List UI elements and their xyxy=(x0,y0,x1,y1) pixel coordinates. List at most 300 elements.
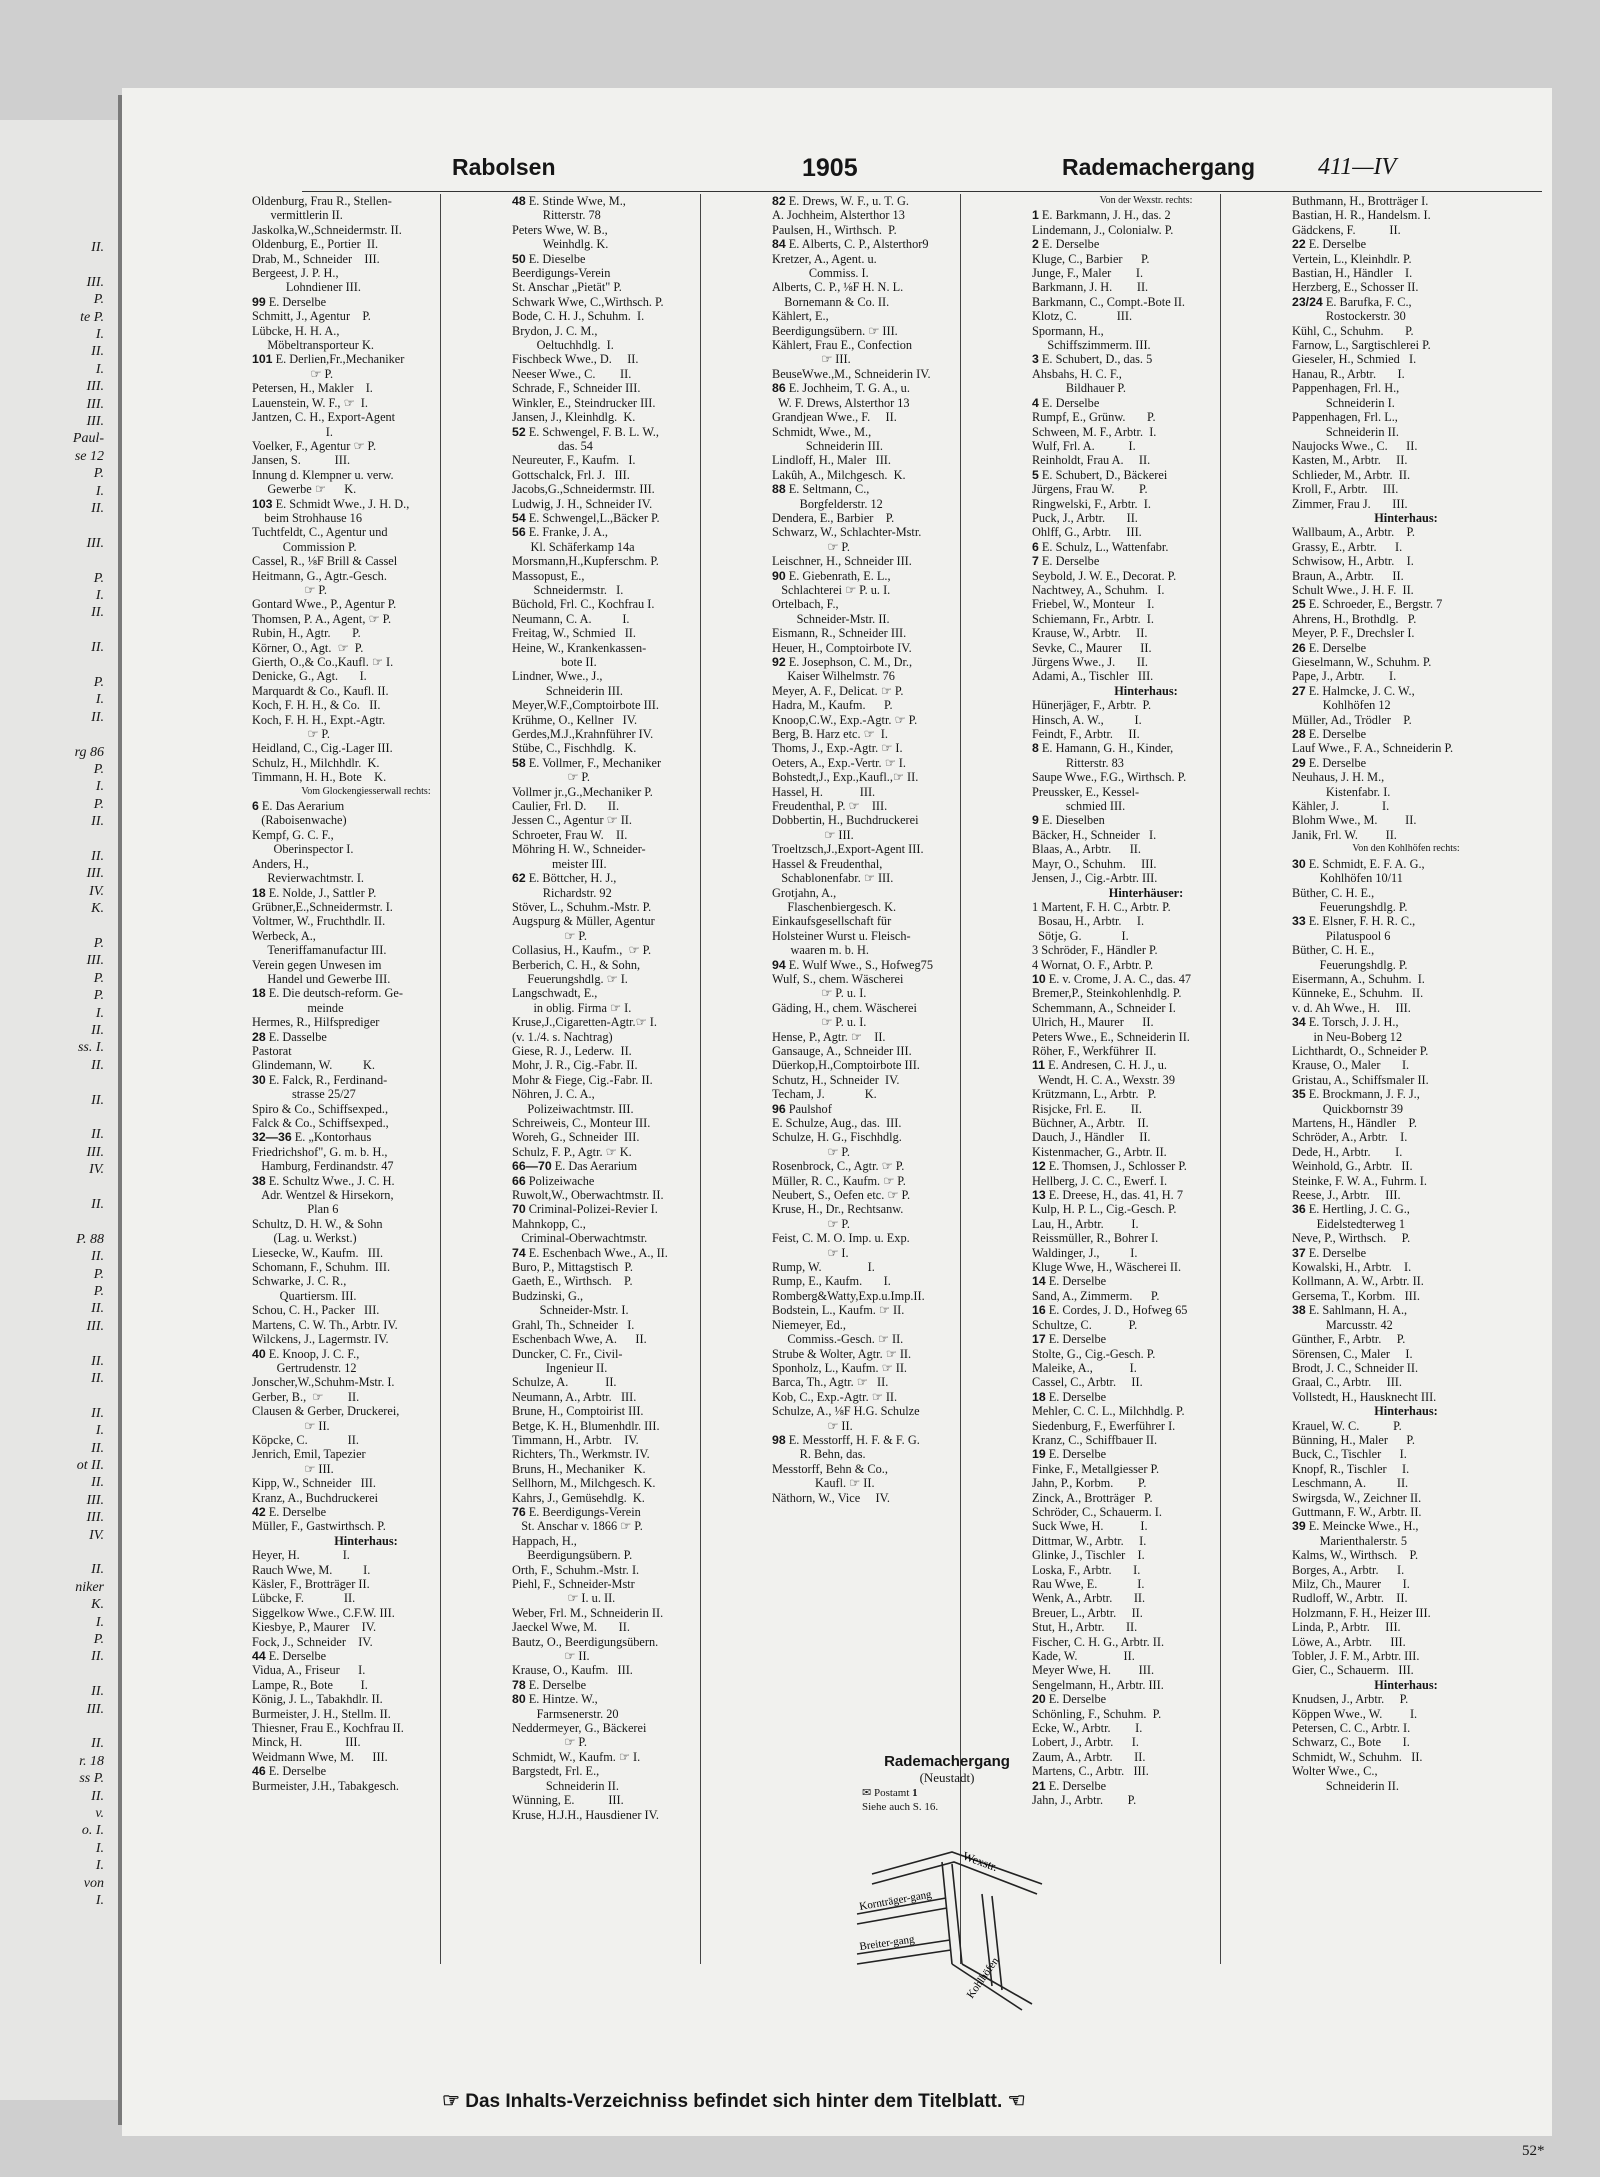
resident-entry: Schlieder, M., Arbtr. II. xyxy=(1292,467,1411,482)
resident-entry: Feuerungshdlg. P. xyxy=(1292,957,1408,972)
resident-entry: Jaeckel Wwe, M. II. xyxy=(512,1620,630,1635)
left-page-fragment: ss. I. xyxy=(77,1040,104,1056)
house-number: 44 xyxy=(252,1649,266,1664)
resident-entry: Ecke, W., Arbtr. I. xyxy=(1032,1721,1143,1736)
resident-entry: Schröder, C., Schauerm. I. xyxy=(1032,1504,1162,1519)
resident-entry: Hanau, R., Arbtr. I. xyxy=(1292,366,1405,381)
resident-entry: Preussker, E., Kessel- xyxy=(1032,784,1140,799)
envelope-icon: ✉ xyxy=(862,1787,872,1799)
resident-entry: Dauch, J., Händler II. xyxy=(1032,1130,1151,1145)
left-page-fragment: P. xyxy=(93,796,104,812)
resident-entry: Stübe, C., Fischhdlg. K. xyxy=(512,741,637,756)
resident-entry: Grandjean Wwe., F. II. xyxy=(772,410,897,425)
resident-entry: beim Strohhause 16 xyxy=(252,510,362,525)
resident-entry: ☞ P. xyxy=(772,539,850,554)
house-number-entry: 18 E. Derselbe xyxy=(1032,1389,1107,1404)
header-rule xyxy=(302,191,1542,192)
resident-entry: ☞ P. u. I. xyxy=(772,986,867,1001)
resident-entry: Rump, W. I. xyxy=(772,1260,875,1275)
resident-entry: Lindloff, H., Maler III. xyxy=(772,453,891,468)
left-page-fragment: von xyxy=(83,1875,104,1891)
resident-entry: Lauf Wwe., F. A., Schneiderin P. xyxy=(1292,741,1454,756)
house-number-entry: 84 E. Alberts, C. P., Alsterthor9 xyxy=(772,237,929,252)
resident-entry: Janik, Frl. W. II. xyxy=(1292,827,1397,842)
left-page-fragment: II. xyxy=(91,1353,104,1369)
house-number-entry: 82 E. Drews, W. F., u. T. G. xyxy=(772,194,909,208)
resident-entry: Buthmann, H., Brotträger I. xyxy=(1292,194,1429,208)
subheading-hinterhaus: Hinterhaus: xyxy=(1374,1677,1438,1692)
resident-entry: Meyer,W.F.,Comptoirbote III. xyxy=(512,698,659,713)
house-number: 99 xyxy=(252,294,266,309)
resident-entry: Ruwolt,W., Oberwachtmstr. II. xyxy=(512,1188,664,1203)
resident-entry: Thoms, J., Exp.-Agtr. ☞ I. xyxy=(772,741,903,756)
house-number: 58 xyxy=(512,755,526,770)
left-page-fragment: P. xyxy=(93,466,104,482)
resident-entry: Schou, C. H., Packer III. xyxy=(252,1303,380,1318)
house-number-entry: 3 E. Schubert, D., das. 5 xyxy=(1032,352,1153,367)
house-number: 9 xyxy=(1032,813,1039,828)
house-number: 66—70 xyxy=(512,1159,552,1174)
resident-entry: Gierth, O.,& Co.,Kaufl. ☞ I. xyxy=(252,655,394,669)
resident-entry: Kiesbye, P., Maurer IV. xyxy=(252,1620,377,1635)
resident-entry: Commiss. I. xyxy=(772,266,869,281)
cross-street2 xyxy=(952,1864,962,1964)
resident-entry: Schultze, C. P. xyxy=(1032,1317,1138,1332)
left-page-fragment: III. xyxy=(86,274,104,290)
house-number-entry: 25 E. Schroeder, E., Bergstr. 7 xyxy=(1292,597,1443,612)
left-page-fragment: IV. xyxy=(89,1162,104,1178)
wexstr-line xyxy=(872,1852,1042,1884)
resident-entry: Teneriffamanufactur III. xyxy=(252,943,387,958)
resident-entry: Borges, A., Arbtr. I. xyxy=(1292,1562,1405,1577)
resident-entry: Borgfelderstr. 12 xyxy=(772,496,883,511)
left-page-fragment: II. xyxy=(91,1649,104,1665)
house-number-entry: 30 E. Schmidt, E. F. A. G., xyxy=(1292,856,1425,871)
resident-entry: Ortelbach, F., xyxy=(772,597,839,612)
left-page-fragment: I. xyxy=(95,1858,104,1874)
resident-entry: Büther, C. H. E., xyxy=(1292,943,1375,958)
resident-entry: Timmann, H., Arbtr. IV. xyxy=(512,1432,639,1447)
resident-entry: Jürgens, Frau W. P. xyxy=(1032,482,1148,497)
resident-entry: Brydon, J. C. M., xyxy=(512,323,598,338)
resident-entry: in Neu-Boberg 12 xyxy=(1292,1029,1403,1044)
resident-entry: waaren m. b. H. xyxy=(772,943,869,958)
house-number-entry: 35 E. Brockmann, J. F. J., xyxy=(1292,1087,1420,1102)
resident-entry: vermittlerin II. xyxy=(252,208,343,223)
left-page-fragment: P. xyxy=(93,675,104,690)
left-page-fragment: II. xyxy=(91,1092,104,1108)
resident-entry: Kipp, W., Schneider III. xyxy=(252,1476,376,1491)
resident-entry: Barkmann, J. H. II. xyxy=(1032,280,1149,295)
column-3 xyxy=(772,194,1000,1505)
resident-entry: Beerdigungs-Verein xyxy=(512,266,611,281)
resident-entry: Adami, A., Tischler III. xyxy=(1032,669,1154,684)
house-number: 32—36 xyxy=(252,1130,292,1145)
subheading-hinterhaus: Hinterhaus: xyxy=(1374,510,1438,525)
resident-entry: Schneiderin II. xyxy=(1292,424,1399,439)
map-street-kohlhoefen: Kohlhöfen xyxy=(964,1955,1002,2001)
left-page-fragment: se 12 xyxy=(74,448,104,464)
left-page-fragment: I. xyxy=(95,1005,104,1021)
resident-entry: Minck, H. III. xyxy=(252,1735,361,1750)
house-number: 48 xyxy=(512,194,526,208)
left-page-fragment: II. xyxy=(91,1440,104,1456)
left-page-fragment: te P. xyxy=(80,309,104,325)
resident-entry: Hadra, M., Kaufm. P. xyxy=(772,698,893,713)
house-number-entry: 96 Paulshof xyxy=(772,1101,832,1116)
resident-entry: Spiro & Co., Schiffsexped., xyxy=(252,1101,389,1116)
resident-entry: Mayr, O., Schuhm. III. xyxy=(1032,856,1157,871)
page-footer xyxy=(442,2088,1026,2113)
house-number-entry: 10 E. v. Crome, J. A. C., das. 47 xyxy=(1032,971,1192,986)
resident-entry: Maleike, A., I. xyxy=(1032,1360,1137,1375)
resident-entry: ☞ P. xyxy=(512,1735,587,1750)
house-number: 39 xyxy=(1292,1519,1306,1534)
left-page-fragment: I. xyxy=(95,483,104,499)
resident-entry: Weber, Frl. M., Schneiderin II. xyxy=(512,1605,664,1620)
resident-entry: Düerkop,H.,Comptoirbote III. xyxy=(772,1058,920,1073)
house-number: 101 xyxy=(252,352,273,367)
resident-entry: Woreh, G., Schneider III. xyxy=(512,1130,640,1145)
resident-entry: Sötje, G. I. xyxy=(1032,928,1129,943)
map-subtitle: (Neustadt) xyxy=(919,1770,975,1785)
left-page-fragment: I. xyxy=(95,692,104,708)
house-number: 94 xyxy=(772,957,786,972)
resident-entry: Neumann, A., Arbtr. III. xyxy=(512,1389,637,1404)
resident-entry: Hense, P., Agtr. ☞ II. xyxy=(772,1029,886,1044)
header-year: 1905 xyxy=(802,154,858,182)
house-number-entry: 103 E. Schmidt Wwe., J. H. D., xyxy=(252,496,410,511)
resident-entry: Jacobs,G.,Schneidermstr. III. xyxy=(512,482,655,497)
resident-entry: Graal, C., Arbtr. III. xyxy=(1292,1375,1402,1390)
resident-entry: Gansauge, A., Schneider III. xyxy=(772,1043,912,1058)
resident-entry: Polizeiwachtmstr. III. xyxy=(512,1101,634,1116)
resident-entry: Handel und Gewerbe III. xyxy=(252,971,391,986)
house-number: 35 xyxy=(1292,1087,1306,1102)
resident-entry: Barkmann, C., Compt.-Bote II. xyxy=(1032,294,1186,309)
resident-entry: Fischer, C. H. G., Arbtr. II. xyxy=(1032,1634,1165,1649)
house-number-entry: 29 E. Derselbe xyxy=(1292,755,1367,770)
left-page-fragment: III. xyxy=(86,1510,104,1526)
resident-entry: Vollmer jr.,G.,Mechaniker P. xyxy=(512,784,653,799)
resident-entry: Holsteiner Wurst u. Fleisch- xyxy=(772,928,911,943)
resident-entry: Jürgens Wwe., J. II. xyxy=(1032,655,1149,669)
resident-entry: Oberinspector I. xyxy=(252,842,354,857)
left-page-fragment: II. xyxy=(91,1023,104,1038)
resident-entry: Hamburg, Ferdinandstr. 47 xyxy=(252,1159,394,1174)
left-page-fragment: II. xyxy=(91,1057,104,1073)
resident-entry: Messtorff, Behn & Co., xyxy=(772,1461,888,1476)
resident-entry: Friedrichshof", G. m. b. H., xyxy=(252,1144,388,1159)
resident-entry: Neumann, C. A. I. xyxy=(512,611,630,626)
resident-entry: Nachtwey, A., Schuhm. I. xyxy=(1032,582,1165,597)
resident-entry: Gottschalck, Frl. J. III. xyxy=(512,467,630,482)
house-number: 28 xyxy=(252,1029,266,1044)
house-number-entry: 34 E. Torsch, J. J. H., xyxy=(1292,1015,1399,1030)
resident-entry: Betge, K. H., Blumenhdlr. III. xyxy=(512,1418,660,1433)
left-page-fragment: P. xyxy=(93,936,104,951)
left-page-fragment: P. xyxy=(93,1284,104,1299)
resident-entry: Linda, P., Arbtr. III. xyxy=(1292,1620,1401,1635)
resident-entry: ☞ P. xyxy=(772,1216,850,1231)
resident-entry: Jensen, J., Cig.-Arbtr. III. xyxy=(1032,871,1158,886)
resident-entry: Ohlff, G., Arbtr. III. xyxy=(1032,525,1142,540)
resident-entry: Jaskolka,W.,Schneidermstr. II. xyxy=(252,222,402,237)
resident-entry: Oeters, A., Exp.-Vertr. ☞ I. xyxy=(772,755,906,770)
resident-entry: Oldenburg, E., Portier II. xyxy=(252,237,379,252)
resident-entry: Schmidt, Wwe., M., xyxy=(772,424,872,439)
resident-entry: Weinhold, G., Arbtr. II. xyxy=(1292,1159,1413,1174)
resident-entry: ☞ P. u. I. xyxy=(772,1015,867,1030)
resident-entry: Schrade, F., Schneider III. xyxy=(512,381,641,396)
resident-entry: Schneiderin I. xyxy=(1292,395,1395,410)
resident-entry: strasse 25/27 xyxy=(252,1087,356,1102)
resident-entry: Quartiersm. III. xyxy=(252,1288,357,1303)
house-number: 42 xyxy=(252,1504,266,1519)
resident-entry: Vollstedt, H., Hausknecht III. xyxy=(1292,1389,1437,1404)
map-title: Rademachergang xyxy=(884,1753,1010,1770)
left-page-fragment: III. xyxy=(86,953,104,969)
house-number-entry: 78 E. Derselbe xyxy=(512,1677,587,1692)
map-postamt-number: 1 xyxy=(912,1787,918,1799)
resident-entry: meinde xyxy=(252,1000,344,1015)
left-page-fragment: I. xyxy=(95,1893,104,1908)
resident-entry: Jansen, S. III. xyxy=(252,453,351,468)
left-page-fragment: P. xyxy=(93,762,104,777)
house-number: 26 xyxy=(1292,640,1306,655)
resident-entry: Romberg&Watty,Exp.u.Imp.II. xyxy=(772,1288,925,1303)
house-number-entry: 76 E. Beerdigungs-Verein xyxy=(512,1504,641,1519)
resident-entry: Kohlhöfen 10/11 xyxy=(1292,871,1403,886)
resident-entry: St. Anschar „Pietät" P. xyxy=(512,280,622,295)
resident-entry: Zimmer, Frau J. III. xyxy=(1292,496,1408,511)
resident-entry: Krause, O., Maler I. xyxy=(1292,1058,1410,1073)
resident-entry: Bohstedt,J., Exp.,Kaufl.,☞ II. xyxy=(772,770,919,785)
house-number: 38 xyxy=(1292,1303,1306,1318)
resident-entry: Thiesner, Frau E., Kochfrau II. xyxy=(252,1721,404,1736)
resident-entry: Junge, F., Maler I. xyxy=(1032,266,1144,281)
pointing-hand-icon: ☞ xyxy=(442,2090,460,2112)
resident-entry: Schiffszimmerm. III. xyxy=(1032,338,1151,353)
house-number-entry: 101 E. Derlien,Fr.,Mechaniker xyxy=(252,352,405,367)
resident-entry: Heitmann, G., Agtr.-Gesch. xyxy=(252,568,387,583)
resident-entry: Adr. Wentzel & Hirsekorn, xyxy=(252,1188,394,1203)
resident-entry: Lakûh, A., Milchgesch. K. xyxy=(772,467,906,482)
resident-entry: Meyer, A. F., Delicat. ☞ P. xyxy=(772,683,904,698)
resident-entry: Dobbertin, H., Buchdruckerei xyxy=(772,813,919,828)
resident-entry: Günther, F., Arbtr. P. xyxy=(1292,1332,1406,1347)
resident-entry: Rau Wwe, E. I. xyxy=(1032,1577,1145,1591)
resident-entry: Marcusstr. 42 xyxy=(1292,1317,1393,1332)
resident-entry: Wilckens, J., Lagermstr. IV. xyxy=(252,1332,389,1347)
house-number: 36 xyxy=(1292,1202,1306,1217)
house-number: 6 xyxy=(252,799,259,814)
resident-entry: Bäcker, H., Schneider I. xyxy=(1032,827,1157,842)
resident-entry: Mohr & Fiege, Cig.-Fabr. II. xyxy=(512,1072,653,1087)
resident-entry: Kempf, G. C. F., xyxy=(252,827,334,842)
resident-entry: Künneke, E., Schuhm. II. xyxy=(1292,986,1424,1001)
house-number-entry: 66—70 E. Das Aerarium xyxy=(512,1159,638,1174)
resident-entry: Thomsen, P. A., Agent, ☞ P. xyxy=(252,611,392,626)
resident-entry: Innung d. Klempner u. verw. xyxy=(252,467,394,482)
resident-entry: Krühme, O., Kellner IV. xyxy=(512,712,638,727)
resident-entry: Tuchtfeldt, C., Agentur und xyxy=(252,525,388,540)
resident-entry: das. 54 xyxy=(512,438,593,453)
resident-entry: Suck Wwe, H. I. xyxy=(1032,1519,1148,1534)
house-number: 40 xyxy=(252,1346,266,1361)
resident-entry: Ulrich, H., Maurer II. xyxy=(1032,1015,1154,1030)
resident-entry: Schemmann, A., Schneider I. xyxy=(1032,1000,1176,1015)
house-number-entry: 88 E. Seltmann, C., xyxy=(772,482,870,497)
resident-entry: Dendera, E., Barbier P. xyxy=(772,510,895,525)
left-page-fragment: II. xyxy=(91,849,104,864)
resident-entry: Zaum, A., Arbtr. II. xyxy=(1032,1749,1146,1764)
resident-entry: Schiemann, Fr., Arbtr. I. xyxy=(1032,611,1154,626)
resident-entry: Krause, W., Arbtr. II. xyxy=(1032,626,1148,641)
house-number-entry: 92 E. Josephson, C. M., Dr., xyxy=(772,655,913,669)
resident-entry: Schlachterei ☞ P. u. I. xyxy=(772,582,891,597)
pointing-hand-icon: ☜ xyxy=(1007,2090,1026,2112)
resident-entry: Jenrich, Emil, Tapezier xyxy=(252,1447,366,1462)
house-number-entry: 7 E. Derselbe xyxy=(1032,554,1100,569)
left-page-fragment: III. xyxy=(86,535,104,551)
resident-entry: Büchold, Frl. C., Kochfrau I. xyxy=(512,597,655,612)
resident-entry: Feist, C. M. O. Imp. u. Exp. xyxy=(772,1231,910,1246)
resident-entry: Eisermann, A., Schuhm. I. xyxy=(1292,971,1425,986)
resident-entry: Winkler, E., Steindrucker III. xyxy=(512,395,656,410)
house-number: 33 xyxy=(1292,914,1306,929)
resident-entry: Pilatuspool 6 xyxy=(1292,928,1391,943)
house-number-entry: 56 E. Franke, J. A., xyxy=(512,525,609,540)
house-number: 50 xyxy=(512,251,526,266)
resident-entry: Happach, H., xyxy=(512,1533,577,1548)
footer-text: Das Inhalts-Verzeichniss befindet sich hinter dem Titelblatt. xyxy=(465,2091,1003,2112)
resident-entry: Schroeter, Frau W. II. xyxy=(512,827,628,842)
resident-entry: Lobert, J., Arbtr. I. xyxy=(1032,1735,1139,1750)
resident-entry: Buro, P., Mittagstisch P. xyxy=(512,1260,633,1275)
resident-entry: Piehl, F., Schneider-Mstr xyxy=(512,1577,635,1591)
resident-entry: Möbeltransporteur K. xyxy=(252,338,374,353)
resident-entry: Grotjahn, A., xyxy=(772,885,837,900)
house-number: 80 xyxy=(512,1692,526,1707)
resident-entry: Sand, A., Zimmerm. P. xyxy=(1032,1288,1160,1303)
resident-entry: Denicke, G., Agt. I. xyxy=(252,669,367,684)
resident-entry: Saupe Wwe., F.G., Wirthsch. P. xyxy=(1032,770,1187,785)
left-page-fragment: II. xyxy=(91,1475,104,1491)
resident-entry: Hermes, R., Hilfsprediger xyxy=(252,1015,380,1030)
section-note: Von den Kohlhöfen rechts: xyxy=(1352,843,1460,855)
resident-entry: ☞ II. xyxy=(772,1418,853,1433)
resident-entry: Koch, F. H. H., Expt.-Agtr. xyxy=(252,712,386,727)
house-number-entry: 32—36 E. „Kontorhaus xyxy=(252,1130,372,1145)
resident-entry: Heuer, H., Comptoirbote IV. xyxy=(772,640,912,655)
house-number-entry: 2 E. Derselbe xyxy=(1032,237,1100,252)
resident-entry: Grübner,E.,Schneidermstr. I. xyxy=(252,899,393,914)
resident-entry: Voelker, F., Agentur ☞ P. xyxy=(252,438,377,453)
resident-entry: Rubin, H., Agtr. P. xyxy=(252,626,361,641)
resident-entry: Bergeest, J. P. H., xyxy=(252,266,339,281)
resident-entry: Büther, C. H. E., xyxy=(1292,885,1375,900)
resident-entry: Neddermeyer, G., Bäckerei xyxy=(512,1721,647,1736)
house-number-entry: 12 E. Thomsen, J., Schlosser P. xyxy=(1032,1159,1187,1174)
resident-entry: Vidua, A., Friseur I. xyxy=(252,1663,366,1678)
house-number-entry: 98 E. Messtorff, H. F. & F. G. xyxy=(772,1432,920,1447)
resident-entry: R. Behn, das. xyxy=(772,1447,866,1462)
resident-entry: Verein gegen Unwesen im xyxy=(252,957,382,972)
resident-entry: Grassy, E., Arbtr. I. xyxy=(1292,539,1403,554)
resident-entry: ☞ P. xyxy=(252,582,327,597)
resident-entry: Wünning, E. III. xyxy=(512,1793,624,1808)
left-page-fragments xyxy=(0,120,110,2100)
resident-entry: Sponholz, L., Kaufm. ☞ II. xyxy=(772,1360,907,1375)
house-number-entry: 36 E. Hertling, J. C. G., xyxy=(1292,1202,1410,1217)
resident-entry: Krützmann, L., Arbtr. P. xyxy=(1032,1087,1157,1102)
column-2 xyxy=(512,194,740,1822)
resident-entry: Gertrudenstr. 12 xyxy=(252,1360,357,1375)
resident-entry: Marienthalerstr. 5 xyxy=(1292,1533,1408,1548)
house-number-entry: 27 E. Halmcke, J. C. W., xyxy=(1292,683,1415,698)
house-number-entry: 26 E. Derselbe xyxy=(1292,640,1367,655)
resident-entry: Feindt, F., Arbtr. II. xyxy=(1032,727,1140,742)
resident-entry: Giese, R. J., Lederw. II. xyxy=(512,1043,632,1058)
left-page-fragment: P. xyxy=(93,1632,104,1647)
resident-entry: Beerdigungsübern. P. xyxy=(512,1548,633,1563)
house-number: 17 xyxy=(1032,1332,1046,1347)
resident-entry: Massopust, E., xyxy=(512,568,585,583)
resident-entry: Kalms, W., Wirthsch. P. xyxy=(1292,1548,1419,1563)
left-page-fragment: rg 86 xyxy=(74,744,104,760)
house-number: 34 xyxy=(1292,1015,1306,1030)
house-number: 23/24 xyxy=(1292,294,1323,309)
resident-entry: Timmann, H. H., Bote K. xyxy=(252,770,387,785)
left-page-fragment: III. xyxy=(86,1701,104,1717)
resident-entry: Marquardt & Co., Kaufl. II. xyxy=(252,683,389,698)
resident-entry: Kollmann, A. W., Arbtr. II. xyxy=(1292,1274,1424,1289)
house-number-entry: 38 E. Schultz Wwe., J. C. H. xyxy=(252,1173,395,1188)
resident-entry: Anders, H., xyxy=(252,856,309,871)
resident-entry: Milz, Ch., Maurer I. xyxy=(1292,1577,1410,1591)
resident-entry: Alberts, C. P., ⅛F H. N. L. xyxy=(772,280,904,295)
house-number-entry: 13 E. Dreese, H., das. 41, H. 7 xyxy=(1032,1188,1183,1203)
resident-entry: Hassel, H. III. xyxy=(772,784,876,799)
resident-entry: Loska, F., Arbtr. I. xyxy=(1032,1562,1141,1577)
resident-entry: Pastorat xyxy=(252,1043,292,1058)
resident-entry: Finke, F., Metallgiesser P. xyxy=(1032,1461,1160,1476)
resident-entry: Kretzer, A., Agent. u. xyxy=(772,251,877,266)
resident-entry: Knudsen, J., Arbtr. P. xyxy=(1292,1692,1409,1707)
left-page-fragment: II. xyxy=(91,1562,104,1578)
house-number: 76 xyxy=(512,1504,526,1519)
resident-entry: Klotz, C. III. xyxy=(1032,309,1133,324)
resident-entry: Müller, R. C., Kaufm. ☞ P. xyxy=(772,1173,906,1188)
resident-entry: Schulz, H., Milchhdlr. K. xyxy=(252,755,380,770)
resident-entry: Weinhdlg. K. xyxy=(512,237,609,252)
left-page-fragment: II. xyxy=(91,1197,104,1212)
resident-entry: Meyer Wwe, H. III. xyxy=(1032,1663,1155,1678)
house-number: 8 xyxy=(1032,741,1039,756)
directory-page xyxy=(122,88,1552,2159)
resident-entry: Eismann, R., Schneider III. xyxy=(772,626,907,641)
resident-entry: Steinke, F. W. A., Fuhrm. I. xyxy=(1292,1173,1427,1188)
house-number-entry: 6 E. Das Aerarium xyxy=(252,799,345,814)
house-number: 82 xyxy=(772,194,786,208)
resident-entry: Schneider-Mstr. I. xyxy=(512,1303,629,1318)
resident-entry: 4 Wornat, O. F., Arbtr. P. xyxy=(1032,957,1154,972)
house-number: 4 xyxy=(1032,395,1039,410)
resident-entry: Kl. Schäferkamp 14a xyxy=(512,539,635,554)
resident-entry: Schwark Wwe, C.,Wirthsch. P. xyxy=(512,294,664,309)
resident-entry: Farnow, L., Sargtischlerei P. xyxy=(1292,338,1431,353)
